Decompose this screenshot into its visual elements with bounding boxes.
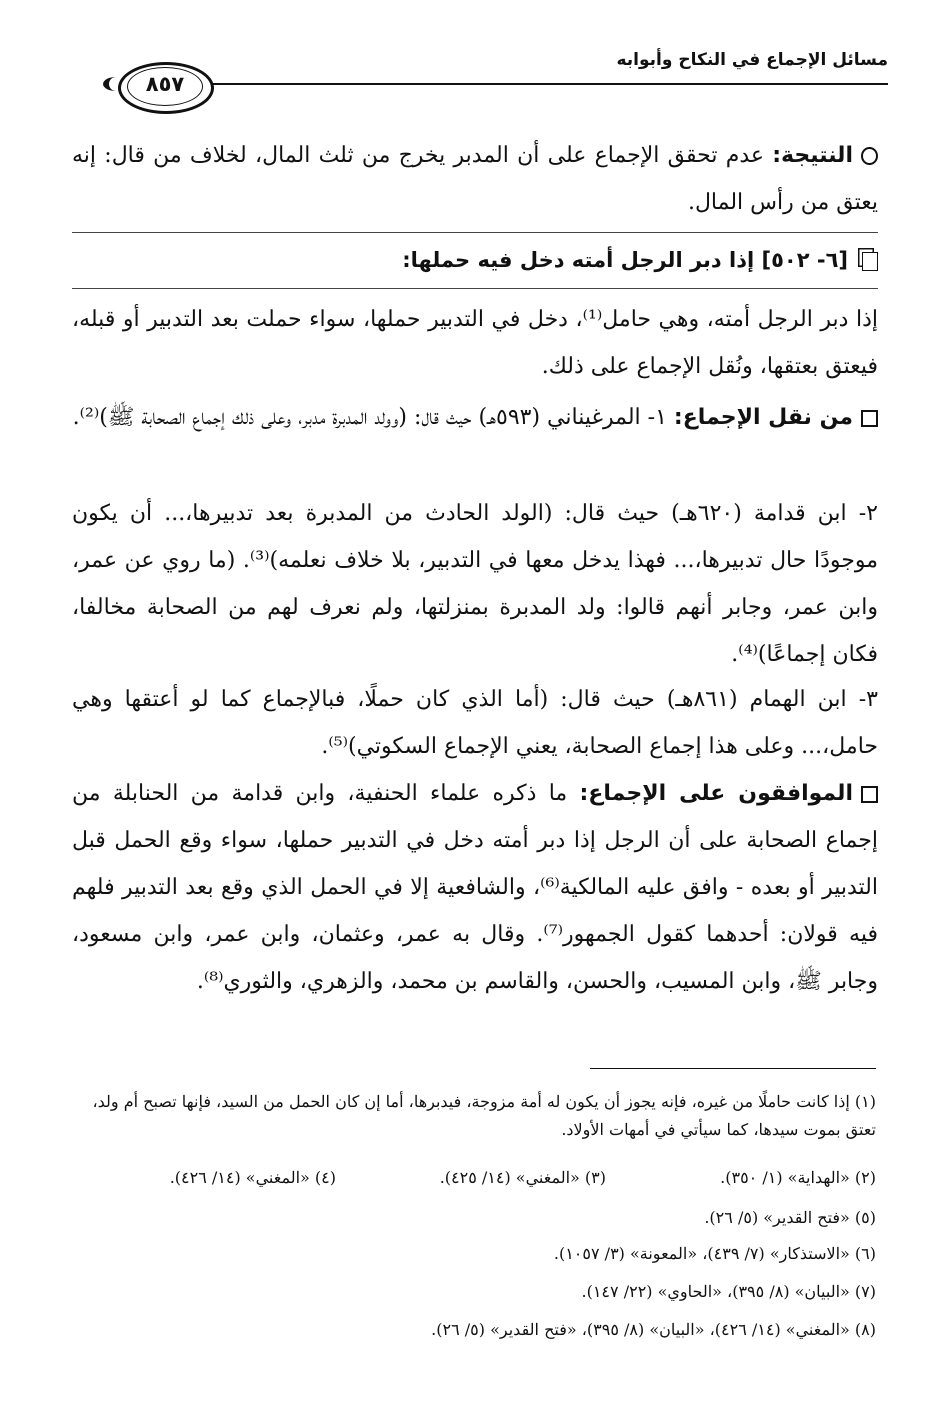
agreeing-label: الموافقون على الإجماع: [579, 781, 853, 806]
transmitter-1: ١- المرغيناني (٥٩٣هـ) حيث قال: (وولد المدبرة مدبر، وعلى ذلك إجماع الصحابة ﷺ)⁽²⁾. [72, 405, 674, 430]
transmitters-paragraph [72, 394, 878, 441]
intro-paragraph: إذا دبر الرجل أمته، وهي حامل⁽¹⁾، دخل في التدبير حملها، سواء حملت بعد التدبير أو قبله، فيعتق بعتقها، ونُقل الإجماع على ذلك. [72, 307, 878, 379]
running-title: مسائل الإجماع في النكاح وأبوابه [616, 50, 888, 70]
footnote-6: (٦) «الاستذكار» (٧/ ٤٣٩)، «المعونة» (٣/ ١٠٥٧). [553, 1244, 876, 1263]
footnote-2: (٢) «الهداية» (١/ ٣٥٠). [720, 1168, 876, 1187]
square-bullet-icon [861, 410, 878, 427]
issue-heading-text: [٦- ٥٠٢] إذا دبر الرجل أمته دخل فيه حملها: [402, 248, 848, 272]
transmitter-2: ٢- ابن قدامة (٦٢٠هـ) حيث قال: (الولد الحادث من المدبرة بعد تدبيرها،... أن يكون موجودًا حال تدبيرها،... فهذا يدخل معها في التدبير، بلا خلاف نعلمه)⁽³⁾. (ما روي عن عمر، وابن عمر، وجابر أنهم قالوا: ولد المدبرة بمنزلتها، ولم نعرف لهم من الصحابة مخالفا، فكان إجماعًا)⁽⁴⁾. [72, 501, 878, 667]
result-label: النتيجة: [772, 143, 853, 168]
heading-rule-bottom [72, 288, 878, 289]
square-bullet-icon [861, 786, 878, 803]
footnote-3: (٣) «المغني» (١٤/ ٤٢٥). [439, 1168, 606, 1187]
footnote-4: (٤) «المغني» (١٤/ ٤٢٦). [169, 1168, 336, 1187]
transmitter-3: ٣- ابن الهمام (٨٦١هـ) حيث قال: (أما الذي كان حملًا، فبالإجماع كما لو أعتقها وهي حامل،... وعلى هذا إجماع الصحابة، يعني الإجماع السكوتي)⁽⁵⁾. [72, 687, 878, 759]
circle-bullet-icon [861, 147, 878, 165]
document-icon [862, 252, 878, 271]
transmitters-label: من نقل الإجماع: [673, 405, 853, 430]
result-text: عدم تحقق الإجماع على أن المدبر يخرج من ثلث المال، لخلاف من قال: إنه يعتق من رأس المال. [72, 143, 878, 215]
issue-heading [72, 240, 878, 280]
agreeing-paragraph [72, 770, 878, 1005]
page-number: ٨٥٧ [145, 72, 185, 96]
footnote-row-2-4 [76, 1164, 876, 1192]
result-paragraph [72, 132, 878, 226]
footnote-8: (٨) «المغني» (١٤/ ٤٢٦)، «البيان» (٨/ ٣٩٥)، «فتح القدير» (٥/ ٢٦). [431, 1320, 876, 1339]
header-rule [195, 83, 888, 85]
footnote-5: (٥) «فتح القدير» (٥/ ٢٦). [704, 1208, 876, 1227]
heading-rule-top [72, 232, 878, 233]
footnote-1: (١) إذا كانت حاملًا من غيره، فإنه يجوز أن يكون له أمة مزوجة، فيدبرها، أما إن كان الحمل من السيد، فإنها تصبح أم ولد، تعتق بموت سيدها، كما سيأتي في أمهات الأولاد. [92, 1092, 876, 1139]
agreeing-text: ما ذكره علماء الحنفية، وابن قدامة من الحنابلة من إجماع الصحابة على أن الرجل إذا دبر أمته دخل في التدبير حملها، سواء وقع الحمل قبل التدبير أو بعده - وافق عليه المالكية⁽⁶⁾، والشافعية إلا في الحمل الذي وقع بعد التدبير فلهم فيه قولان: أحدهما كقول الجمهور⁽⁷⁾. وقال به عمر، وعثمان، وابن عمر، وابن مسعود، وجابر ﷺ، وابن المسيب، والحسن، والقاسم بن محمد، والزهري، والثوري⁽⁸⁾. [72, 781, 878, 994]
footnote-7: (٧) «البيان» (٨/ ٣٩٥)، «الحاوي» (٢٢/ ١٤٧). [581, 1282, 876, 1301]
footnote-separator [590, 1068, 876, 1069]
